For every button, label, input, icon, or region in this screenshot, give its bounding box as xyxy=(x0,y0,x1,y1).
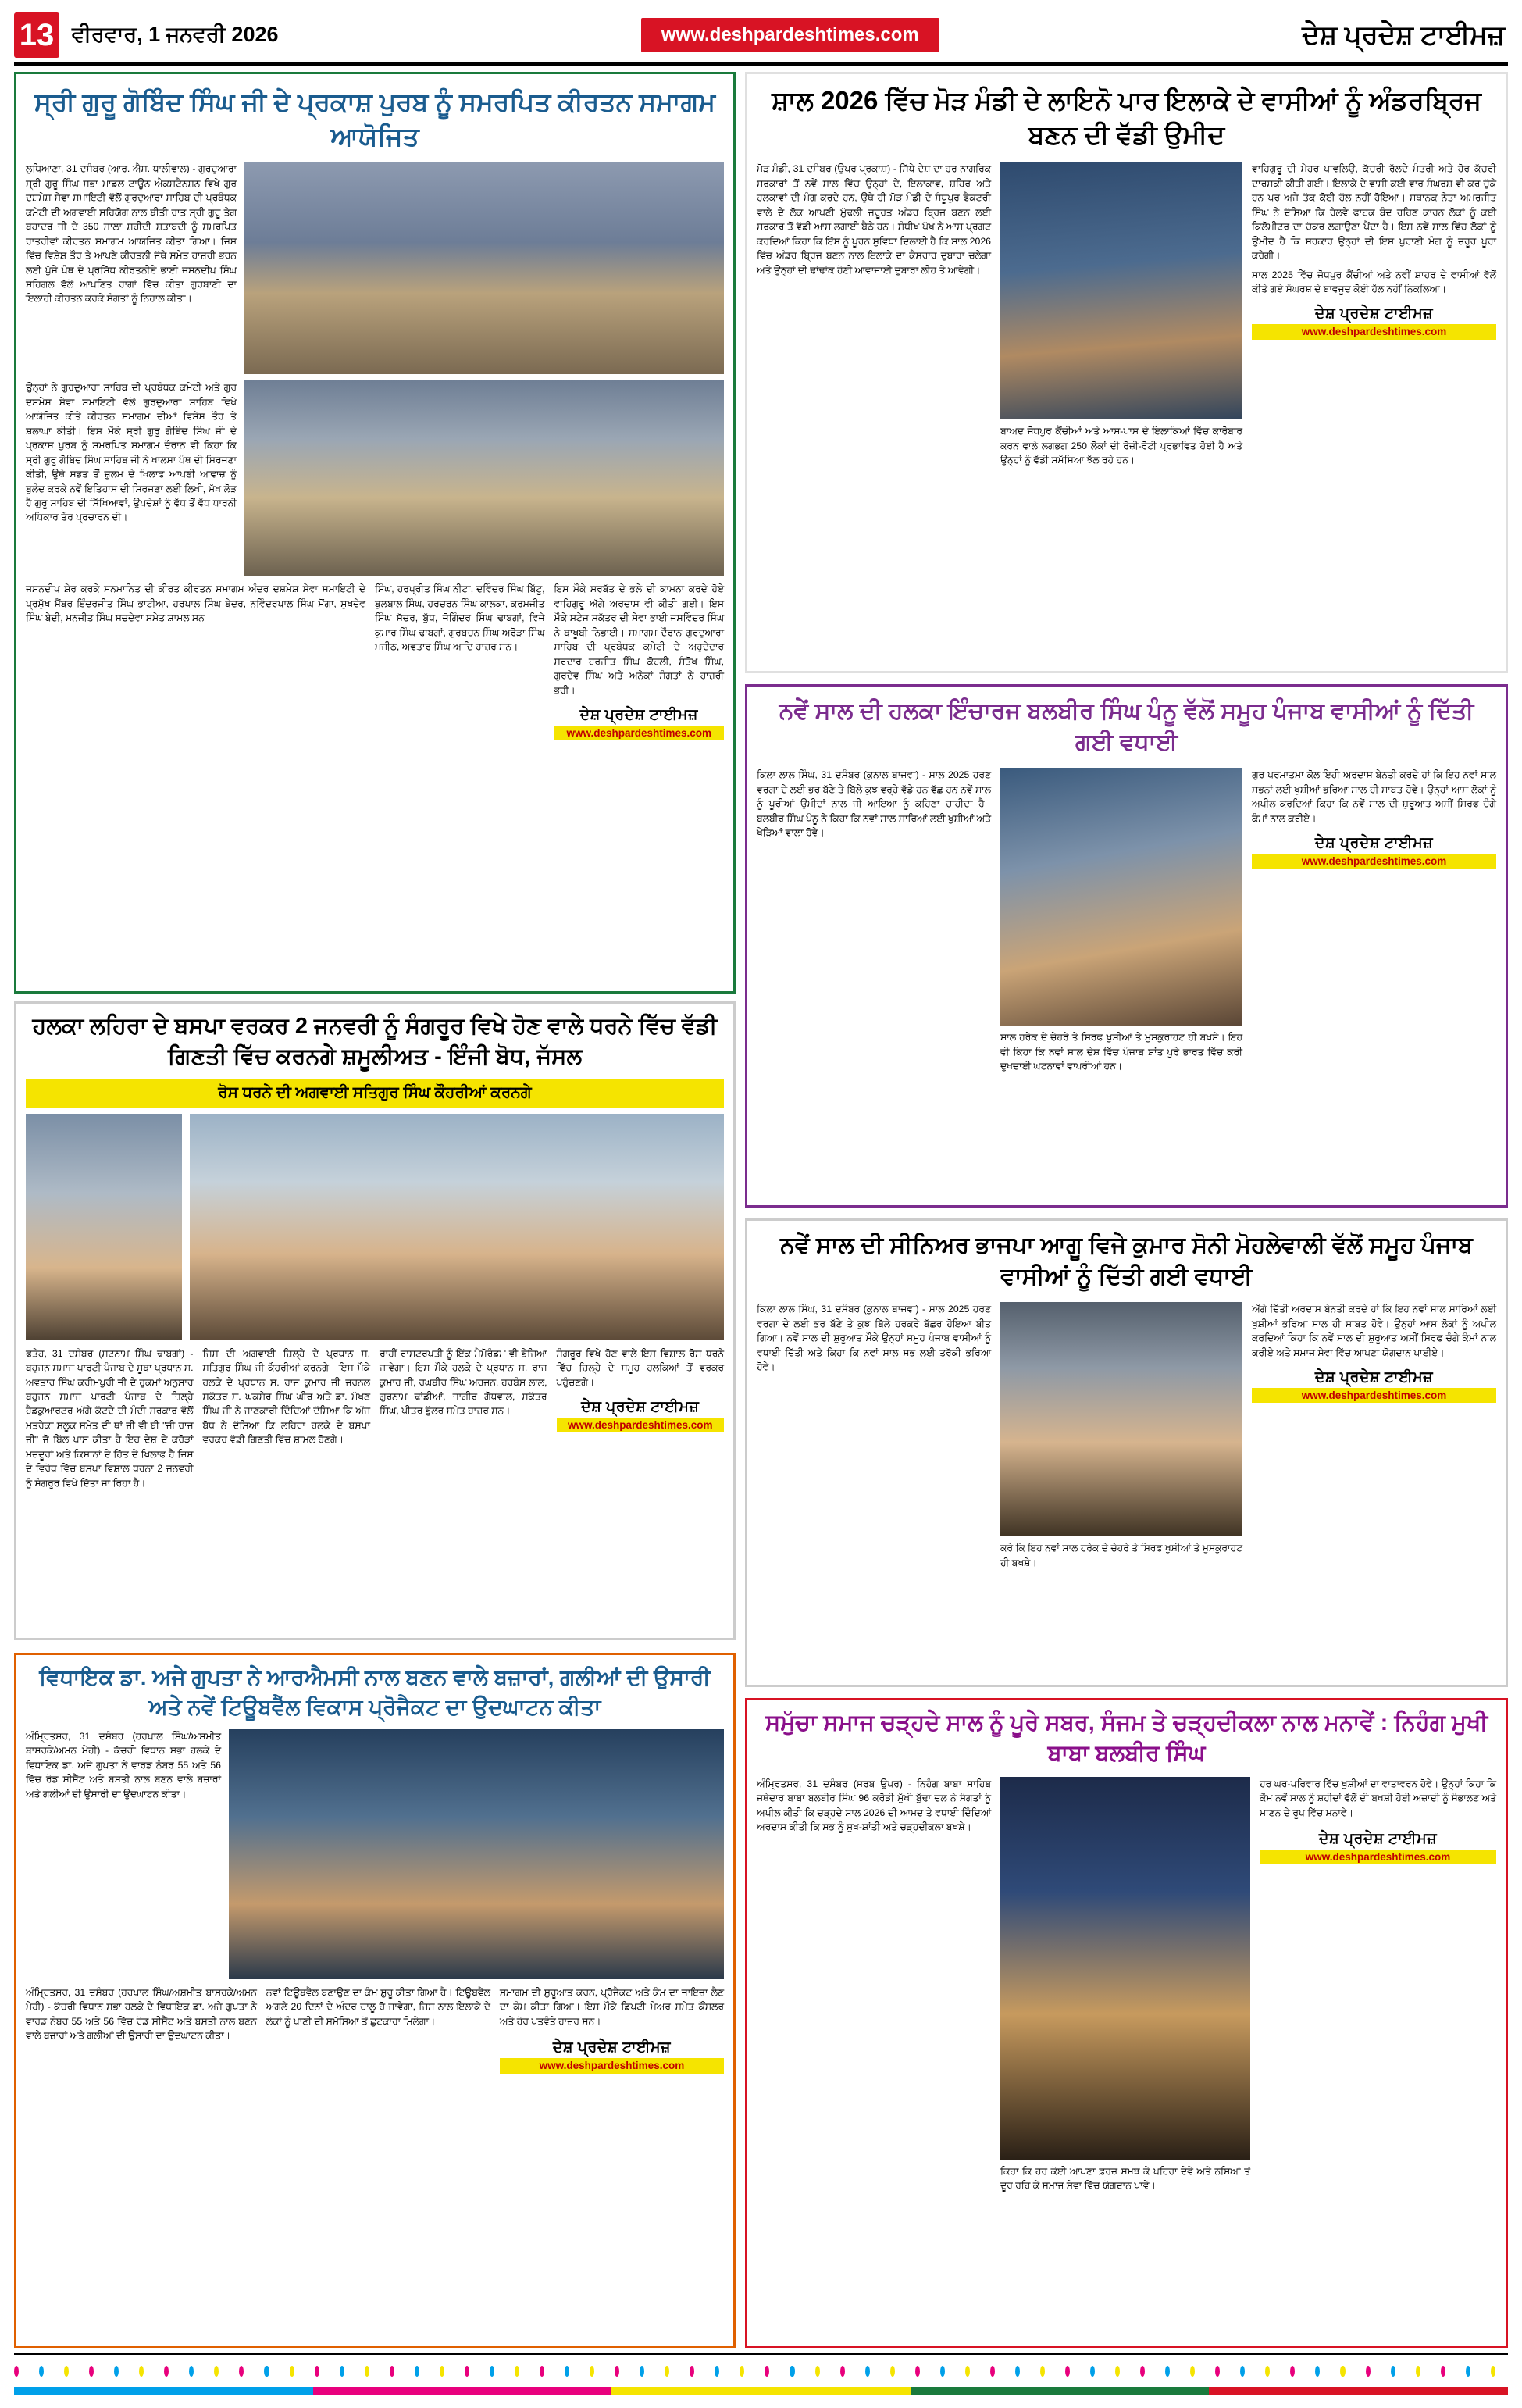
publication-stamp xyxy=(1252,305,1496,339)
footer-dot xyxy=(1015,2366,1020,2377)
masthead xyxy=(14,11,1508,59)
footer-dot xyxy=(64,2366,69,2377)
publication-stamp xyxy=(557,1399,725,1432)
article-6-body-col3: ਸਮਾਗਮ ਦੀ ਸ਼ੁਰੂਆਤ ਕਰਨ, ਪ੍ਰੋਜੈਕਟ ਅਤੇ ਕੰਮ ਦਾ ਜਾਇਜ਼ਾ ਲੈਣ ਦਾ ਕੰਮ ਕੀਤਾ ਗਿਆ। ਇਸ ਮੌਕੇ ਡਿਪਟੀ ਮੇਅਰ ਸਮੇਤ ਕੌਂਸਲਰ ਅਤੇ ਹੋਰ ਪਤਵੰਤੇ ਹਾਜ਼ਰ ਸਨ। xyxy=(499,1987,724,2027)
footer-dot xyxy=(440,2366,444,2377)
footer-dot xyxy=(340,2366,344,2377)
article-guru-gobind-singh xyxy=(14,72,736,994)
stamp-name: ਦੇਸ਼ ਪ੍ਰਦੇਸ਼ ਟਾਈਮਜ਼ xyxy=(1314,1369,1434,1386)
footer-dot xyxy=(1290,2366,1295,2377)
article-6-body-col1b: ਅੰਮ੍ਰਿਤਸਰ, 31 ਦਸੰਬਰ (ਹਰਪਾਲ ਸਿੰਘ/ਅਸ਼ਮੀਤ ਬਾਸਰਕੇ/ਅਮਨ ਮੇਹੀ) - ਕੱਚਰੀ ਵਿਧਾਨ ਸਭਾ ਹਲਕੇ ਦੇ ਵਿਧਾਇਕ ਡਾ. ਅਜੇ ਗੁਪਤਾ ਨੇ ਵਾਰਡ ਨੰਬਰ 55 ਅਤੇ 56 ਵਿੱਚ ਰੋਡ ਸੀਸੈਂਟ ਅਤੇ ਬਸਤੀ ਨਾਲ ਬਣਨ ਵਾਲੇ ਬਜ਼ਾਰਾਂ ਅਤੇ ਗਲੀਆਂ ਦੀ ਉਸਾਰੀ ਦਾ ਉਦਘਾਟਨ ਕੀਤਾ। xyxy=(26,1987,257,2042)
footer-dot xyxy=(139,2366,144,2377)
footer-dot xyxy=(1315,2366,1320,2377)
article-5-caption: ਕਰੇ ਕਿ ਇਹ ਨਵਾਂ ਸਾਲ ਹਰੇਕ ਦੇ ਚੇਹਰੇ ਤੇ ਸਿਰਫ ਖੁਸ਼ੀਆਂ ਤੇ ਮੁਸਕੁਰਾਹਟ ਹੀ ਬਖਸ਼ੇ। xyxy=(1000,1543,1242,1568)
footer-dot xyxy=(790,2366,794,2377)
masthead-date: ਵੀਰਵਾਰ, 1 ਜਨਵਰੀ 2026 xyxy=(72,23,279,46)
stamp-name: ਦੇਸ਼ ਪ੍ਰਦੇਸ਼ ਟਾਈਮਜ਼ xyxy=(579,706,698,723)
article-2-body-col1: ਮੋੜ ਮੰਡੀ, 31 ਦਸੰਬਰ (ਉਪਰ ਪ੍ਰਕਾਸ਼) - ਸਿੱਧੇ ਦੇਸ਼ ਦਾ ਹਰ ਨਾਗਰਿਕ ਸਰਕਾਰਾਂ ਤੋਂ ਨਵੇਂ ਸਾਲ ਵਿੱਚ ਉਨ੍ਹਾਂ ਦੇ, ਇਲਾਕਾਵ, ਸ਼ਹਿਰ ਅਤੇ ਹਲਕਾਵਾਂ ਦੀ ਮੰਗ ਕਰਦੇ ਹਨ, ਉਥੇ ਹੀ ਮੋੜ ਮੰਡੀ ਦੇ ਸੰਧੂਪੁਰ ਫੈਕਟਰੀ ਵਾਲੇ ਦੇ ਲੋਕ ਆਪਣੀ ਮੁੱਢਲੀ ਜ਼ਰੂਰਤ ਅੰਡਰ ਬ੍ਰਿਜ ਬਣਨ ਲਈ ਸਰਕਾਰ ਤੋਂ ਵੱਡੀ ਆਸ ਲਗਾਈ ਬੈਠੇ ਹਨ। ਸੰਧੀਖ ਪੱਖ ਨੇ ਆਸ ਪ੍ਰਗਟ ਕਰਦਿਆਂ ਕਿਹਾ ਕਿ ਇੱਸ ਨੂੰ ਪੂਰਨ ਸੁਵਿਧਾ ਦਿਲਾਈ ਹੈ ਕਿ ਸਾਲ 2026 ਵਿੱਚ ਅੰਡਰ ਬ੍ਰਿਜ ਬਣਨ ਨਾਲ ਇਲਾਕੇ ਦਾ ਕੈਸਰਾਰ ਦੁਬਾਰਾ ਚਲੇਗਾ ਅਤੇ ਉਨ੍ਹਾਂ ਦੀ ਢਾਂਢਾਂਕ ਹੋਣੀ ਆਵਾਜਾਈ ਦੁਬਾਰਾ ਲੀਹ ਤੇ ਆਵੇਗੀ। xyxy=(757,163,991,276)
footer-dot xyxy=(1491,2366,1495,2377)
publication-stamp xyxy=(1252,835,1496,869)
article-3-body-col1: ਕਿਲਾ ਲਾਲ ਸਿੰਘ, 31 ਦਸੰਬਰ (ਕੁਨਾਲ ਬਾਜਵਾ) - ਸਾਲ 2025 ਹਰਣ ਵਰਗਾ ਦੇ ਲਈ ਭਰ ਬੱਣੇ ਤੇ ਬਿੱਲੇ ਕੁਝ ਵਰ੍ਹੇ ਵੱਡੇ ਹਨ ਵੱਛ ਹਨ ਨਵੇਂ ਸਾਲ ਨੂੰ ਪੂਰੀਆਂ ਉਮੀਦਾਂ ਨਾਲ ਜੀ ਆਇਆ ਨੂੰ ਕਹਿਣਾ ਚਾਹੀਦਾ ਹੈ। ਬਲਬੀਰ ਸਿੰਘ ਪੰਨੂ ਨੇ ਕਿਹਾ ਕਿ ਨਵਾਂ ਸਾਲ ਸਾਰਿਆਂ ਲਈ ਖੁਸ਼ੀਆਂ ਅਤੇ ਖੇੜਿਆਂ ਵਾਲਾ ਹੋਵੇ। xyxy=(757,769,991,839)
stamp-url[interactable]: www.deshpardeshtimes.com xyxy=(1260,1850,1496,1865)
article-bsp-protest-sangrur xyxy=(14,1001,736,1640)
article-7-headline: ਸਮੁੱਚਾ ਸਮਾਜ ਚੜ੍ਹਦੇ ਸਾਲ ਨੂੰ ਪੂਰੇ ਸਬਰ, ਸੰਜਮ ਤੇ ਚੜ੍ਹਦੀਕਲਾ ਨਾਲ ਮਨਾਵੇਂ : ਨਿਹੰਗ ਮੁਖੀ ਬਾਬਾ ਬਲਬੀਰ ਸਿੰਘ xyxy=(765,1711,1488,1766)
article-1-photo-top xyxy=(244,162,724,374)
article-1-body-col2: ਉਨ੍ਹਾਂ ਨੇ ਗੁਰਦੁਆਰਾ ਸਾਹਿਬ ਦੀ ਪ੍ਰਬੰਧਕ ਕਮੇਟੀ ਅਤੇ ਗੁਰ ਦਸ਼ਮੇਸ਼ ਸੇਵਾ ਸਮਾਇਟੀ ਵੱਲੋਂ ਗੁਰਦੁਆਰਾ ਸਾਹਿਬ ਵਿਖੇ ਆਯੋਜਿਤ ਕੀਤੇ ਕੀਰਤਨ ਸਮਾਗਮ ਦੀਆਂ ਵਿਸ਼ੇਸ਼ ਤੌਰ ਤੇ ਸ਼ਲਾਘਾ ਕੀਤੀ। ਇਸ ਮੌਕੇ ਸ੍ਰੀ ਗੁਰੂ ਗੋਬਿੰਦ ਸਿੰਘ ਜੀ ਦੇ ਪ੍ਰਕਾਸ਼ ਪੁਰਬ ਨੂੰ ਸਮਰਪਿਤ ਸਮਾਗਮ ਦੌਰਾਨ ਵੀ ਕਿਹਾ ਕਿ ਸ੍ਰੀ ਗੁਰੂ ਗੋਬਿੰਦ ਸਿੰਘ ਸਾਹਿਬ ਜੀ ਨੇ ਖਾਲਸਾ ਪੰਥ ਦੀ ਸਿਰਜਣਾ ਕੀਤੀ, ਉਥੇ ਸਭਤ ਤੋਂ ਜ਼ੁਲਮ ਦੇ ਖਿਲਾਫ ਆਪਣੀ ਆਵਾਜ਼ ਨੂੰ ਬੁਲੰਦ ਕਰਕੇ ਨਵੇਂ ਇਤਿਹਾਸ ਦੀ ਸਿਰਜਣਾ ਲਈ ਲਿਖੀ, ਮੱਖ ਲੋੜ ਹੈ ਗੁਰੂ ਸਾਹਿਬ ਦੀ ਸਿੱਖਿਆਵਾਂ, ਉਪਦੇਸ਼ਾਂ ਨੂੰ ਵੱਧ ਤੋਂ ਵੱਧ ਧਾਰਨੀ ਅਧਿਕਾਰ ਤੌਰ ਪ੍ਰਚਾਰਨ ਦੀ। xyxy=(26,382,237,523)
footer-dot xyxy=(89,2366,94,2377)
footer-dots xyxy=(14,2363,1508,2379)
footer-dot xyxy=(264,2366,269,2377)
article-2-body-col3: ਸਾਲ 2025 ਵਿੱਚ ਜੋਧਪੁਰ ਕੈਂਚੀਆਂ ਅਤੇ ਨਵੀਂ ਸ਼ਾਹਰ ਦੇ ਵਾਸੀਆਂ ਵੱਲੋਂ ਕੀਤੇ ਗਏ ਸੰਘਰਸ਼ ਦੇ ਬਾਵਜੂਦ ਕੋਈ ਹੱਲ ਨਹੀਂ ਨਿਕਲਿਆ। xyxy=(1252,269,1496,294)
footer-dot xyxy=(1366,2366,1371,2377)
footer-dot xyxy=(164,2366,169,2377)
stamp-url[interactable]: www.deshpardeshtimes.com xyxy=(1252,324,1496,340)
article-6-body-col2: ਨਵਾਂ ਟਿਊਬਵੈੱਲ ਬਣਾਉਣ ਦਾ ਕੰਮ ਸ਼ੁਰੂ ਕੀਤਾ ਗਿਆ ਹੈ। ਟਿਊਬਵੈੱਲ ਅਗਲੇ 20 ਦਿਨਾਂ ਦੇ ਅੰਦਰ ਚਾਲੂ ਹੋ ਜਾਵੇਗਾ, ਜਿਸ ਨਾਲ ਇਲਾਕੇ ਦੇ ਲੋਕਾਂ ਨੂੰ ਪਾਣੀ ਦੀ ਸਮੱਸਿਆ ਤੋਂ ਛੁਟਕਾਰਾ ਮਿਲੇਗਾ। xyxy=(266,1987,490,2027)
article-7-body-col1: ਅੰਮ੍ਰਿਤਸਰ, 31 ਦਸੰਬਰ (ਸਰਬ ਉਪਰ) - ਨਿਹੰਗ ਬਾਬਾ ਸਾਹਿਬ ਜਥੇਦਾਰ ਬਾਬਾ ਬਲਬੀਰ ਸਿੰਘ 96 ਕਰੋੜੀ ਮੁੱਖੀ ਬੁੱਢਾ ਦਲ ਨੇ ਸੰਗਤਾਂ ਨੂੰ ਅਪੀਲ ਕੀਤੀ ਕਿ ਚੜ੍ਹਦੇ ਸਾਲ 2026 ਦੀ ਆਮਦ ਤੇ ਵਧਾਈ ਦਿੰਦਿਆਂ ਅਰਦਾਸ ਕੀਤੀ ਕਿ ਸਭ ਨੂੰ ਸੁਖ-ਸ਼ਾਂਤੀ ਅਤੇ ਚੜ੍ਹਦੀਕਲਾ ਬਖਸ਼ੇ। xyxy=(757,1778,991,1833)
article-mla-ajay-gupta-inauguration xyxy=(14,1653,736,2348)
article-1-body-col3: ਇਸ ਮੌਕੇ ਸਰਬੱਤ ਦੇ ਭਲੇ ਦੀ ਕਾਮਨਾ ਕਰਦੇ ਹੋਏ ਵਾਹਿਗੁਰੂ ਅੱਗੇ ਅਰਦਾਸ ਵੀ ਕੀਤੀ ਗਈ। ਇਸ ਮੌਕੇ ਸਟੇਜ ਸਕੱਤਰ ਦੀ ਸੇਵਾ ਭਾਈ ਜਸਵਿੰਦਰ ਸਿੰਘ ਨੇ ਬਾਖੂਬੀ ਨਿਭਾਈ। ਸਮਾਗਮ ਦੌਰਾਨ ਗੁਰਦੁਆਰਾ ਸਾਹਿਬ ਦੀ ਪ੍ਰਬੰਧਕ ਕਮੇਟੀ ਦੇ ਅਹੁਦੇਦਾਰ ਸਰਦਾਰ ਹਰਜੀਤ ਸਿੰਘ ਕੋਹਲੀ, ਸੰਤੋਖ ਸਿੰਘ, ਗੁਰਦੇਵ ਸਿੰਘ ਅਤੇ ਅਨੇਕਾਂ ਸੰਗਤਾਂ ਨੇ ਹਾਜ਼ਰੀ ਭਰੀ। xyxy=(554,583,724,696)
article-6-photo xyxy=(229,1729,724,1979)
article-2-caption: ਬਾਅਦ ਜੋਧਪੁਰ ਕੈਂਚੀਆਂ ਅਤੇ ਆਸ-ਪਾਸ ਦੇ ਇਲਾਕਿਆਂ ਵਿੱਚ ਕਾਰੋਬਾਰ ਕਰਨ ਵਾਲੇ ਲਗਭਗ 250 ਲੋਕਾਂ ਦੀ ਰੋਜ਼ੀ-ਰੋਟੀ ਪ੍ਰਭਾਵਿਤ ਹੋਈ ਹੈ ਅਤੇ ਉਨ੍ਹਾਂ ਨੂੰ ਵੱਡੀ ਸਮੱਸਿਆ ਝੱਲ ਰਹੇ ਹਨ। xyxy=(1000,426,1242,466)
footer-dot xyxy=(1240,2366,1245,2377)
stamp-url[interactable]: www.deshpardeshtimes.com xyxy=(500,2058,724,2074)
article-6-body-col1: ਅੰਮ੍ਰਿਤਸਰ, 31 ਦਸੰਬਰ (ਹਰਪਾਲ ਸਿੰਘ/ਅਸ਼ਮੀਤ ਬਾਸਰਕੇ/ਅਮਨ ਮੇਹੀ) - ਕੱਚਰੀ ਵਿਧਾਨ ਸਭਾ ਹਲਕੇ ਦੇ ਵਿਧਾਇਕ ਡਾ. ਅਜੇ ਗੁਪਤਾ ਨੇ ਵਾਰਡ ਨੰਬਰ 55 ਅਤੇ 56 ਵਿੱਚ ਰੋਡ ਸੀਸੈਂਟ ਅਤੇ ਬਸਤੀ ਨਾਲ ਬਣਨ ਵਾਲੇ ਬਜ਼ਾਰਾਂ ਅਤੇ ਗਲੀਆਂ ਦੀ ਉਸਾਰੀ ਦਾ ਉਦਘਾਟਨ ਕੀਤਾ। xyxy=(26,1731,221,1800)
article-7-photo xyxy=(1000,1777,1250,2160)
masthead-logo: ਦੇਸ਼ ਪ੍ਰਦੇਸ਼ ਟਾਈਮਜ਼ xyxy=(1302,20,1505,50)
article-2-body-col2: ਵਾਹਿਗੁਰੂ ਦੀ ਮੇਹਰ ਪਾਵਲਿਉ, ਕੱਚਰੀ ਰੱਲਦੇ ਮੰਤਰੀ ਅਤੇ ਹੋਰ ਕੱਚਰੀ ਦਾਰਸਕੀ ਕੀਤੀ ਗਈ। ਇਲਾਕੇ ਦੇ ਵਾਸੀ ਕਈ ਵਾਰ ਸੰਘਰਸ਼ ਵੀ ਕਰ ਚੁੱਕੇ ਹਨ ਪਰ ਅਜੇ ਤੱਕ ਕੋਈ ਹੱਲ ਨਹੀਂ ਹੋਇਆ। ਸਥਾਨਕ ਨੇਤਾ ਅਮਰਜੀਤ ਸਿੰਘ ਨੇ ਦੱਸਿਆ ਕਿ ਰੇਲਵੇ ਫਾਟਕ ਬੰਦ ਰਹਿਣ ਕਾਰਨ ਲੋਕਾਂ ਨੂੰ ਕਈ ਕਿਲੋਮੀਟਰ ਦਾ ਚੱਕਰ ਲਗਾਉਣਾ ਪੈਂਦਾ ਹੈ। ਇਸ ਨਵੇਂ ਸਾਲ ਵਿੱਚ ਲੋਕਾਂ ਨੂੰ ਉਮੀਦ ਹੈ ਕਿ ਸਰਕਾਰ ਉਨ੍ਹਾਂ ਦੀ ਇਸ ਪੁਰਾਣੀ ਮੰਗ ਨੂੰ ਜ਼ਰੂਰ ਪੂਰਾ ਕਰੇਗੀ। xyxy=(1252,163,1496,262)
article-3-body-col2: ਗੁਰ ਪਰਮਾਤਮਾ ਕੋਲ ਇਹੀ ਅਰਦਾਸ ਬੇਨਤੀ ਕਰਦੇ ਹਾਂ ਕਿ ਇਹ ਨਵਾਂ ਸਾਲ ਸਭਨਾਂ ਲਈ ਖੁਸ਼ੀਆਂ ਭਰਿਆ ਸਾਲ ਹੀ ਸਾਬਤ ਹੋਵੇ। ਉਨ੍ਹਾਂ ਆਸ ਲੋਕਾਂ ਨੂੰ ਅਪੀਲ ਕਰਦਿਆਂ ਕਿਹਾ ਕਿ ਨਵੇਂ ਸਾਲ ਦੀ ਸ਼ੁਰੂਆਤ ਅਸੀਂ ਸਿਰਫ ਚੰਗੇ ਕੰਮਾਂ ਨਾਲ ਕਰੀਏ। xyxy=(1252,769,1496,824)
stamp-url[interactable]: www.deshpardeshtimes.com xyxy=(1252,854,1496,869)
article-5-headline: ਨਵੇਂ ਸਾਲ ਦੀ ਸੀਨਿਅਰ ਭਾਜਪਾ ਆਗੂ ਵਿਜੇ ਕੁਮਾਰ ਸੋਨੀ ਮੋਹਲੇਵਾਲੀ ਵੱਲੋਂ ਸਮੂਹ ਪੰਜਾਬ ਵਾਸੀਆਂ ਨੂੰ ਦਿੱਤੀ ਗਈ ਵਧਾਈ xyxy=(780,1233,1473,1290)
article-6-headline: ਵਿਧਾਇਕ ਡਾ. ਅਜੇ ਗੁਪਤਾ ਨੇ ਆਰਐਮਸੀ ਨਾਲ ਬਣਨ ਵਾਲੇ ਬਜ਼ਾਰਾਂ, ਗਲੀਆਂ ਦੀ ਉਸਾਰੀ ਅਤੇ ਨਵੇਂ ਟਿਊਬਵੈੱਲ ਵਿਕਾਸ ਪ੍ਰੋਜੈਕਟ ਦਾ ਉਦਘਾਟਨ ਕੀਤਾ xyxy=(39,1665,711,1719)
article-4-photo-portrait xyxy=(26,1114,182,1340)
footer-bar-segment xyxy=(611,2387,911,2395)
article-3-caption: ਸਾਲ ਹਰੇਕ ਦੇ ਚੇਹਰੇ ਤੇ ਸਿਰਫ ਖੁਸ਼ੀਆਂ ਤੇ ਮੁਸਕੁਰਾਹਟ ਹੀ ਬਖਸ਼ੇ। ਇਹ ਵੀ ਕਿਹਾ ਕਿ ਨਵਾਂ ਸਾਲ ਦੇਸ਼ ਵਿੱਚ ਪੰਜਾਬ ਸ਼ਾਂਤ ਪੂਰੇ ਭਾਰਤ ਵਿੱਚ ਕਰੀ ਦੁਖਦਾਈ ਘਟਨਾਵਾਂ ਵਾਪਰੀਆਂ ਹਨ। xyxy=(1000,1032,1242,1072)
article-4-body-col2: ਜਿਸ ਦੀ ਅਗਵਾਈ ਜ਼ਿਲ੍ਹੇ ਦੇ ਪ੍ਰਧਾਨ ਸ. ਸਤਿਗੁਰ ਸਿੰਘ ਜੀ ਕੌਹਰੀਆਂ ਕਰਨਗੇ। ਇਸ ਮੌਕੇ ਹਲਕੇ ਦੇ ਪ੍ਰਧਾਨ ਸ. ਰਾਜ ਕੁਮਾਰ ਜੀ ਜਰਨਲ ਸਕੱਤਰ ਸ. ਘਕਸੇਰ ਸਿੰਘ ਘੀਰ ਅਤੇ ਡਾ. ਮੱਖਣ ਸਿੰਘ ਜੀ ਨੇ ਜਾਣਕਾਰੀ ਦਿੰਦਿਆਂ ਦੱਸਿਆ ਕਿ ਅੱਜ ਬੋਧ ਨੇ ਦੱਸਿਆ ਕਿ ਲਹਿਰਾ ਹਲਕੇ ਦੇ ਬਸਪਾ ਵਰਕਰ ਵੱਡੀ ਗਿਣਤੀ ਵਿੱਚ ਸ਼ਾਮਲ ਹੋਣਗੇ। xyxy=(202,1347,370,1446)
footer-dot xyxy=(490,2366,494,2377)
footer-dot xyxy=(1140,2366,1145,2377)
footer-dot xyxy=(615,2366,619,2377)
article-4-photo-group xyxy=(190,1114,724,1340)
article-4-headline: ਹਲਕਾ ਲਹਿਰਾ ਦੇ ਬਸਪਾ ਵਰਕਰ 2 ਜਨਵਰੀ ਨੂੰ ਸੰਗਰੂਰ ਵਿਖੇ ਹੋਣ ਵਾਲੇ ਧਰਨੇ ਵਿੱਚ ਵੱਡੀ ਗਿਣਤੀ ਵਿੱਚ ਕਰਨਗੇ ਸ਼ਮੂਲੀਅਤ - ਇੰਜੀ ਬੋਧ, ਜੱਸਲ xyxy=(32,1014,718,1069)
footer-dot xyxy=(415,2366,419,2377)
article-4-kicker: ਰੋਸ ਧਰਨੇ ਦੀ ਅਗਵਾਈ ਸਤਿਗੁਰ ਸਿੰਘ ਕੌਹਰੀਆਂ ਕਰਨਗੇ xyxy=(26,1079,724,1108)
article-mor-mandi-underbridge xyxy=(745,72,1508,673)
footer-dot xyxy=(690,2366,694,2377)
article-4-body-col3: ਰਾਹੀਂ ਰਾਸਟਰਪਤੀ ਨੂੰ ਇੱਕ ਮੈਮੋਰੰਡਮ ਵੀ ਭੇਜਿਆ ਜਾਵੇਗਾ। ਇਸ ਮੌਕੇ ਹਲਕੇ ਦੇ ਪ੍ਰਧਾਨ ਸ. ਰਾਜ ਕੁਮਾਰ ਜੀ, ਰਘਬੀਰ ਸਿੰਘ ਅਰਜਨ, ਹਰਬੰਸ ਲਾਲ, ਗੁਰਨਾਮ ਢਾਂਡੀਆਂ, ਜਾਗੀਰ ਗੋਧਵਾਲ, ਸਕੱਤਰ ਸਿੰਘ, ਪੀਤਰ ਭੁੱਲਰ ਸਮੇਤ ਹਾਜ਼ਰ ਸਨ। xyxy=(380,1347,547,1417)
stamp-url[interactable]: www.deshpardeshtimes.com xyxy=(1252,1388,1496,1404)
article-2-headline: ਸ਼ਾਲ 2026 ਵਿੱਚ ਮੋੜ ਮੰਡੀ ਦੇ ਲਾਇਨੋ ਪਾਰ ਇਲਾਕੇ ਦੇ ਵਾਸੀਆਂ ਨੂੰ ਅੰਡਰਬ੍ਰਿਜ ਬਣਨ ਦੀ ਵੱਡੀ ਉਮੀਦ xyxy=(772,86,1481,150)
article-1-body-col1: ਲੁਧਿਆਣਾ, 31 ਦਸੰਬਰ (ਆਰ. ਐਸ. ਧਾਲੀਵਾਲ) - ਗੁਰਦੁਆਰਾ ਸ੍ਰੀ ਗੁਰੂ ਸਿੰਘ ਸਭਾ ਮਾਡਲ ਟਾਊਨ ਐਕਸਟੈਨਸ਼ਨ ਵਿਖੇ ਗੁਰ ਦਸ਼ਮੇਸ਼ ਸੇਵਾ ਸਮਾਇਟੀ ਵੱਲੋਂ ਗੁਰਦੁਆਰਾ ਸਾਹਿਬ ਦੀ ਪ੍ਰਬੰਧਕ ਕਮੇਟੀ ਦੀ ਅਗਵਾਈ ਸਹਿਯੋਗ ਨਾਲ ਬੀਤੀ ਰਾਤ ਸ੍ਰੀ ਗੁਰੂ ਤੇਗ ਬਹਾਦਰ ਜੀ ਦੇ 350 ਸਾਲਾ ਸ਼ਹੀਦੀ ਸ਼ਤਾਬਦੀ ਨੂੰ ਸਮਰਪਿਤ ਰਾਤਰੀਵਾਂ ਕੀਰਤਨ ਸਮਾਗਮ ਆਯੋਜਿਤ ਕੀਤਾ ਗਿਆ। ਜਿਸ ਵਿੱਚ ਵਿਸ਼ੇਸ਼ ਤੌਰ ਤੇ ਆਪਣੇ ਕੀਰਤਨੀ ਜੱਥੇ ਸਮੇਤ ਹਾਜ਼ਰੀ ਭਰਨ ਲਈ ਪੁੱਜੇ ਪੰਥ ਦੇ ਪ੍ਰਸਿੱਧ ਕੀਰਤਨੀਏ ਭਾਈ ਜਸਨਦੀਪ ਸਿੰਘ ਸਹਿਗਲ ਵੱਲੋਂ ਆਪਣਿਤ ਰਾਗਾਂ ਵਿੱਚ ਕੀਤਾ ਗੁਰਬਾਣੀ ਦਾ ਇਲਾਹੀ ਕੀਰਤਨ ਕਰਕੇ ਸੰਗਤਾਂ ਨੂੰ ਨਿਹਾਲ ਕੀਤਾ। xyxy=(26,163,237,305)
footer-dot xyxy=(189,2366,194,2377)
footer-dot xyxy=(465,2366,469,2377)
footer-dot xyxy=(915,2366,920,2377)
stamp-url[interactable]: www.deshpardeshtimes.com xyxy=(557,1418,725,1433)
footer-dot xyxy=(390,2366,394,2377)
publication-stamp xyxy=(554,707,725,740)
article-3-photo xyxy=(1000,768,1242,1026)
article-7-body-col2: ਹਰ ਘਰ-ਪਰਿਵਾਰ ਵਿੱਚ ਖੁਸ਼ੀਆਂ ਦਾ ਵਾਤਾਵਰਨ ਹੋਵੇ। ਉਨ੍ਹਾਂ ਕਿਹਾ ਕਿ ਕੌਮ ਨਵੇਂ ਸਾਲ ਨੂੰ ਸ਼ਹੀਦਾਂ ਵੱਲੋਂ ਦੀ ਬਖਸ਼ੀ ਹੋਈ ਅਜ਼ਾਦੀ ਨੂੰ ਸੰਭਾਲਣ ਅਤੇ ਮਾਣਨ ਦੇ ਰੂਪ ਵਿੱਚ ਮਨਾਵੇ। xyxy=(1260,1778,1496,1818)
footer-dot xyxy=(1416,2366,1420,2377)
footer-bar-segment xyxy=(1209,2387,1508,2395)
footer-dot xyxy=(239,2366,244,2377)
masthead-divider xyxy=(14,62,1508,66)
stamp-name: ਦੇਸ਼ ਪ੍ਰਦੇਸ਼ ਟਾਈਮਜ਼ xyxy=(1314,305,1434,323)
footer-dot xyxy=(1215,2366,1220,2377)
footer-dot xyxy=(565,2366,569,2377)
article-1-headline: ਸ੍ਰੀ ਗੁਰੂ ਗੋਬਿੰਦ ਸਿੰਘ ਜੀ ਦੇ ਪ੍ਰਕਾਸ਼ ਪੁਰਬ ਨੂੰ ਸਮਰਪਿਤ ਕੀਰਤਨ ਸਮਾਗਮ ਆਯੋਜਿਤ xyxy=(34,87,716,152)
footer-dot xyxy=(540,2366,544,2377)
footer-dot xyxy=(1466,2366,1470,2377)
publication-stamp xyxy=(500,2039,724,2073)
publication-stamp xyxy=(1260,1831,1496,1864)
article-5-body-col1: ਕਿਲਾ ਲਾਲ ਸਿੰਘ, 31 ਦਸੰਬਰ (ਕੁਨਾਲ ਬਾਜਵਾ) - ਸਾਲ 2025 ਹਰਣ ਵਰਗਾ ਦੇ ਲਈ ਭਰ ਬੱਣੇ ਤੇ ਕੁਝ ਬਿੱਲੇ ਹਰਕਰੇ ਬੱਛਰ ਹੋਇਆ ਬੀਤ ਗਿਆ। ਨਵੇਂ ਸਾਲ ਦੀ ਸ਼ੁਰੂਆਤ ਮੌਕੇ ਉਨ੍ਹਾਂ ਸਮੂਹ ਪੰਜਾਬ ਵਾਸੀਆਂ ਨੂੰ ਵਧਾਈ ਦਿੱਤੀ ਅਤੇ ਕਿਹਾ ਕਿ ਨਵਾਂ ਸਾਲ ਸਭ ਲਈ ਤਰੱਕੀ ਭਰਿਆ ਹੋਵੇ। xyxy=(757,1304,991,1373)
footer-dot xyxy=(840,2366,845,2377)
footer-dot xyxy=(1340,2366,1345,2377)
footer-dot xyxy=(990,2366,995,2377)
article-2-photo xyxy=(1000,162,1242,419)
article-1-caption: ਜਸਨਦੀਪ ਸ਼ੇਰ ਕਰਕੇ ਸਨਮਾਨਿਤ ਦੀ ਕੀਰਤ ਕੀਰਤਨ ਸਮਾਗਮ ਅੰਦਰ ਦਸ਼ਮੇਸ਼ ਸੇਵਾ ਸਮਾਇਟੀ ਦੇ ਪ੍ਰਮੁੱਖ ਮੈਂਬਰ ਇੰਦਰਜੀਤ ਸਿੰਘ ਭਾਟੀਆ, ਹਰਪਾਲ ਸਿੰਘ ਬੇਦਰ, ਨਵਿੰਦਰਪਾਲ ਸਿੰਘ ਮੋਂਗਾ, ਸੁਖਦੇਵ ਸਿੰਘ ਬੇਦੀ, ਮਨਜੀਤ ਸਿੰਘ ਸਚਦੇਵਾ ਸਮੇਤ ਸ਼ਾਮਲ ਸਨ। xyxy=(26,583,365,624)
footer-dot xyxy=(965,2366,970,2377)
footer-dot xyxy=(39,2366,44,2377)
stamp-name: ਦੇਸ਼ ਪ੍ਰਦੇਸ਼ ਟਾਈਮਜ਼ xyxy=(1314,835,1434,852)
footer-divider xyxy=(14,2353,1508,2355)
footer-bar-segment xyxy=(313,2387,612,2395)
footer-dot xyxy=(640,2366,644,2377)
article-5-body-col2: ਅੱਗੇ ਦਿੱਤੀ ਅਰਦਾਸ ਬੇਨਤੀ ਕਰਦੇ ਹਾਂ ਕਿ ਇਹ ਨਵਾਂ ਸਾਲ ਸਾਰਿਆਂ ਲਈ ਖੁਸ਼ੀਆਂ ਭਰਿਆ ਸਾਲ ਹੀ ਸਾਬਤ ਹੋਵੇ। ਉਨ੍ਹਾਂ ਆਸ ਲੋਕਾਂ ਨੂੰ ਅਪੀਲ ਕਰਦਿਆਂ ਕਿਹਾ ਕਿ ਨਵੇਂ ਸਾਲ ਦੀ ਸ਼ੁਰੂਆਤ ਅਸੀਂ ਸਿਰਫ ਚੰਗੇ ਕੰਮਾਂ ਨਾਲ ਕਰੀਏ ਅਤੇ ਸਮਾਜ ਸੇਵਾ ਵਿੱਚ ਆਪਣਾ ਯੋਗਦਾਨ ਪਾਈਏ। xyxy=(1252,1304,1496,1358)
page-number: 13 xyxy=(14,12,59,58)
article-1-names: ਸਿੰਘ, ਹਰਪ੍ਰੀਤ ਸਿੰਘ ਨੀਟਾ, ਦਵਿੰਦਰ ਸਿੰਘ ਬਿੱਟੂ, ਬੁਲਬਾਲ ਸਿੰਘ, ਹਰਚਰਨ ਸਿੰਘ ਕਾਲਕਾ, ਕਰਮਜੀਤ ਸਿੰਘ ਸੱਚਰ, ਬੁੱਧ, ਜੋਗਿੰਦਰ ਸਿੰਘ ਢਾਬਗਾਂ, ਵਿਜੇ ਕੁਮਾਰ ਸਿੰਘ ਢਾਬਗਾਂ, ਗੁਰਬਚਨ ਸਿੰਘ ਅਰੋੜਾ ਸਿੰਘ ਮਜੀਠ, ਅਵਤਾਰ ਸਿੰਘ ਆਦਿ ਹਾਜ਼ਰ ਸਨ। xyxy=(375,583,545,653)
footer-bar-segment xyxy=(14,2387,313,2395)
footer-dot xyxy=(290,2366,294,2377)
footer-dot xyxy=(940,2366,945,2377)
footer-dot xyxy=(715,2366,719,2377)
article-3-headline: ਨਵੇਂ ਸਾਲ ਦੀ ਹਲਕਾ ਇੰਚਾਰਜ ਬਲਬੀਰ ਸਿੰਘ ਪੰਨੂ ਵੱਲੋਂ ਸਮੂਹ ਪੰਜਾਬ ਵਾਸੀਆਂ ਨੂੰ ਦਿੱਤੀ ਗਈ ਵਧਾਈ xyxy=(779,698,1474,756)
footer-dot xyxy=(214,2366,219,2377)
footer-dot xyxy=(765,2366,769,2377)
footer-dot xyxy=(1190,2366,1195,2377)
masthead-website[interactable]: www.deshpardeshtimes.com xyxy=(641,18,939,52)
footer-dot xyxy=(1065,2366,1070,2377)
footer-dot xyxy=(114,2366,119,2377)
footer-dot xyxy=(1115,2366,1120,2377)
footer-dot xyxy=(315,2366,319,2377)
article-1-photo-bottom xyxy=(244,380,724,576)
article-7-caption: ਕਿਹਾ ਕਿ ਹਰ ਕੋਈ ਆਪਣਾ ਫ਼ਰਜ਼ ਸਮਝ ਕੇ ਪਹਿਰਾ ਦੇਵੇ ਅਤੇ ਨਸ਼ਿਆਂ ਤੋਂ ਦੂਰ ਰਹਿ ਕੇ ਸਮਾਜ ਸੇਵਾ ਵਿੱਚ ਯੋਗਦਾਨ ਪਾਵੇ। xyxy=(1000,2165,1250,2192)
article-5-photo xyxy=(1000,1302,1242,1536)
footer-dot xyxy=(1391,2366,1395,2377)
stamp-name: ਦੇਸ਼ ਪ੍ਰਦੇਸ਼ ਟਾਈਮਜ਼ xyxy=(1318,1831,1438,1848)
stamp-name: ਦੇਸ਼ ਪ੍ਰਦੇਸ਼ ਟਾਈਮਜ਼ xyxy=(581,1399,700,1416)
footer-dot xyxy=(865,2366,870,2377)
article-4-body-col1: ਫਤੇਹ, 31 ਦਸੰਬਰ (ਸਟਨਾਮ ਸਿੰਘ ਢਾਬਗਾਂ) - ਬਹੁਜਨ ਸਮਾਜ ਪਾਰਟੀ ਪੰਜਾਬ ਦੇ ਸੂਬਾ ਪ੍ਰਧਾਨ ਸ. ਅਵਤਾਰ ਸਿੰਘ ਕਰੀਮਪੁਰੀ ਜੀ ਦੇ ਹੁਕਮਾਂ ਅਨੁਸਾਰ ਬਹੁਜਨ ਸਮਾਜ ਪਾਰਟੀ ਪੰਜਾਬ ਦੇ ਜ਼ਿਲ੍ਹੇ ਹੈੱਡਕੁਆਰਟਰ ਅੱਗੇ ਕੱਟਦੇ ਦੀ ਮੰਦੀ ਸਰਕਾਰ ਵੱਲੋਂ ਮਤਰੇਕਾ ਸਲੂਕ ਸਮੇਤ ਦੀ ਥਾਂ ਜੀ ਵੀ ਬੀ "ਜੀ ਰਾਜ ਜੀ" ਜੋ ਬਿੱਲ ਪਾਸ ਕੀਤਾ ਹੈ ਇਹ ਦੇਸ਼ ਦੇ ਕਰੋੜਾਂ ਮਜ਼ਦੂਰਾਂ ਅਤੇ ਕਿਸਾਨਾਂ ਦੇ ਹਿੱਤ ਦੇ ਖਿਲਾਫ ਹੈ ਜਿਸ ਦੇ ਵਿਰੋਧ ਵਿੱਚ ਬਸਪਾ ਵਿਸ਼ਾਲ ਧਰਨਾ 2 ਜਨਵਰੀ ਨੂੰ ਸੰਗਰੂਰ ਵਿਖੇ ਦਿੱਤਾ ਜਾ ਰਿਹਾ ਹੈ। xyxy=(26,1347,194,1489)
footer-bar-segment xyxy=(911,2387,1210,2395)
footer-dot xyxy=(665,2366,669,2377)
footer-dot xyxy=(890,2366,895,2377)
article-4-body-col4: ਸੰਗਰੂਰ ਵਿਖੇ ਹੋਣ ਵਾਲੇ ਇਸ ਵਿਸ਼ਾਲ ਰੋਸ ਧਰਨੇ ਵਿੱਚ ਜ਼ਿਲ੍ਹੇ ਦੇ ਸਮੂਹ ਹਲਕਿਆਂ ਤੋਂ ਵਰਕਰ ਪਹੁੰਚਣਗੇ। xyxy=(556,1347,724,1388)
footer-dot xyxy=(740,2366,744,2377)
footer-dot xyxy=(1265,2366,1270,2377)
footer-dot xyxy=(590,2366,594,2377)
footer-color-bar xyxy=(14,2387,1508,2395)
article-balbir-singh-pannu-greeting xyxy=(745,684,1508,1208)
stamp-name: ਦੇਸ਼ ਪ੍ਰਦੇਸ਼ ਟਾਈਮਜ਼ xyxy=(552,2039,672,2057)
footer-dot xyxy=(1441,2366,1445,2377)
footer-dot xyxy=(1165,2366,1170,2377)
footer-dot xyxy=(365,2366,369,2377)
footer-dot xyxy=(1090,2366,1095,2377)
stamp-url[interactable]: www.deshpardeshtimes.com xyxy=(554,726,725,741)
footer-dot xyxy=(14,2366,19,2377)
publication-stamp xyxy=(1252,1369,1496,1403)
footer-dot xyxy=(815,2366,820,2377)
article-nihang-baba-balbir-singh xyxy=(745,1698,1508,2348)
footer-dot xyxy=(1040,2366,1045,2377)
footer-dot xyxy=(515,2366,519,2377)
article-vijay-kumar-soni-greeting xyxy=(745,1218,1508,1687)
